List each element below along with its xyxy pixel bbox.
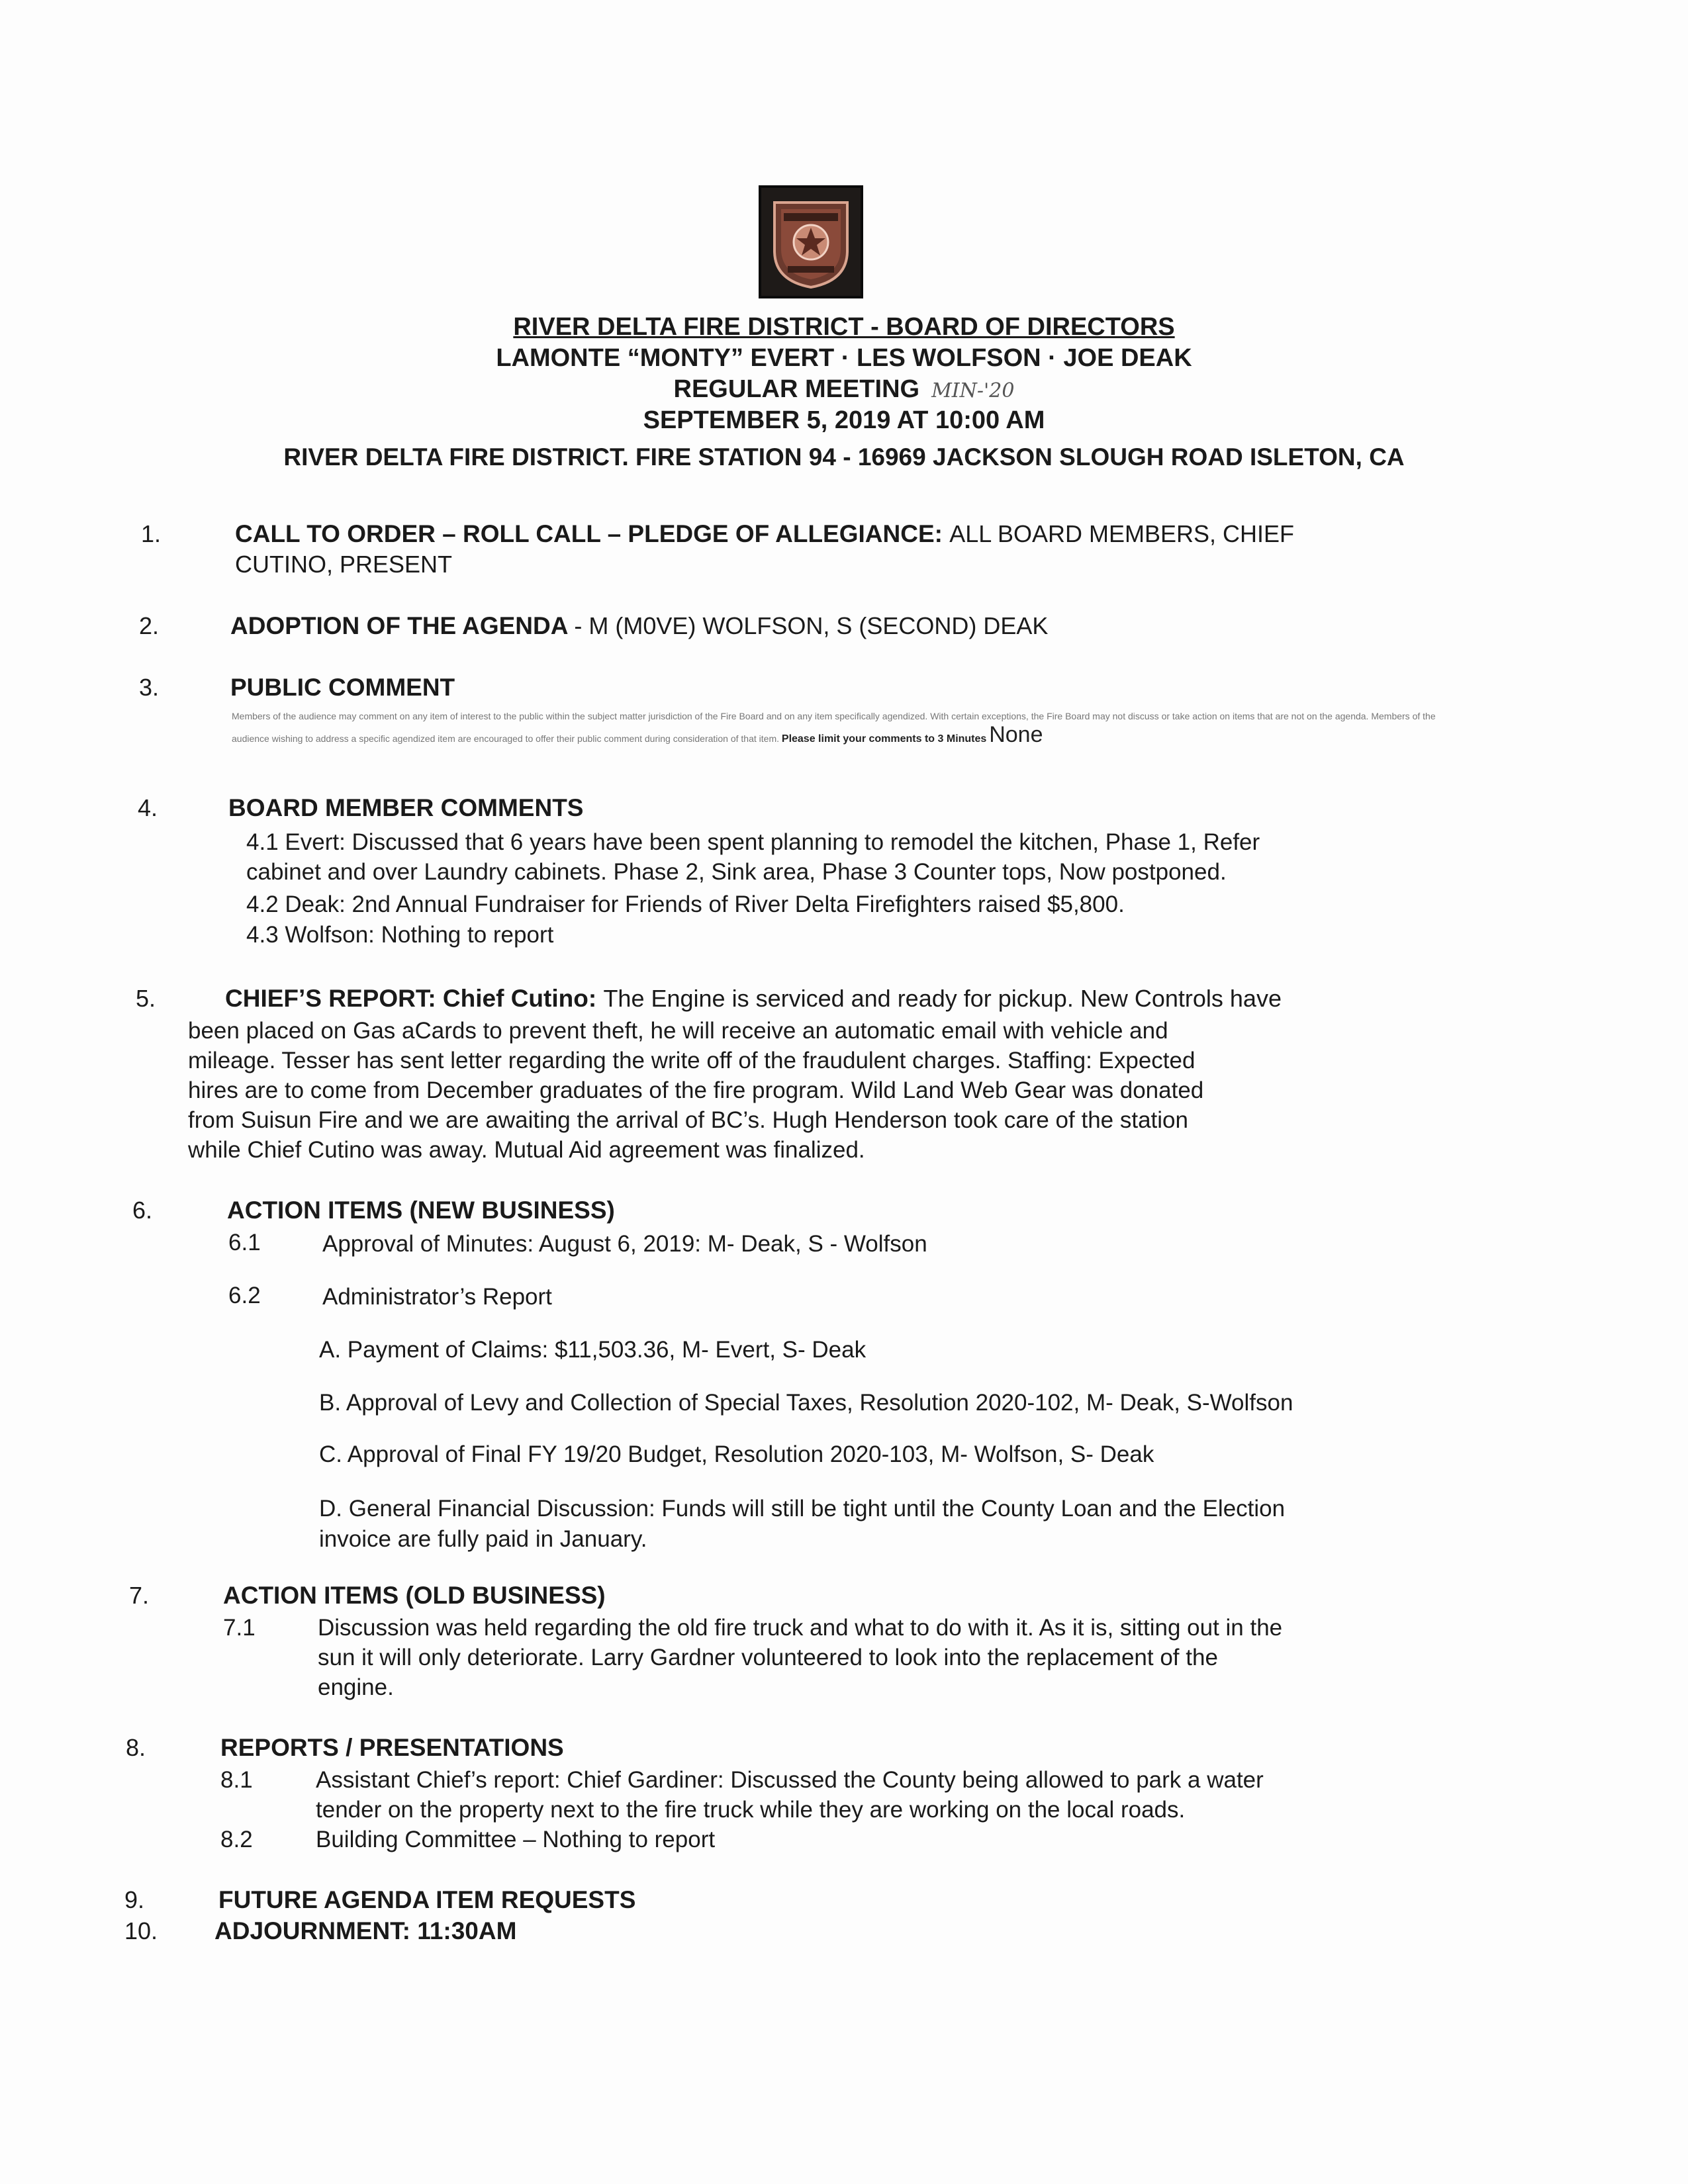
item-6-2-a: A. Payment of Claims: $11,503.36, M- Evert, S- Deak [319,1337,867,1363]
item-6-1-number: 6.1 [228,1230,261,1255]
meeting-type: REGULAR MEETING [673,375,920,403]
item-7-1-line-2: sun it will only deteriorate. Larry Gardner volunteered to look into the replacement of the [318,1645,1218,1670]
public-comment-limit: Please limit your comments to 3 Minutes [781,733,987,745]
board-members-line: LAMONTE “MONTY” EVERT · LES WOLFSON · JOE DEAK [496,344,1192,372]
item-9-title: FUTURE AGENDA ITEM REQUESTS [218,1886,636,1913]
item-1-text-cont: CUTINO, PRESENT [235,551,453,578]
item-1-text: ALL BOARD MEMBERS, CHIEF [949,520,1295,547]
item-4-title: BOARD MEMBER COMMENTS [228,794,584,821]
item-6-2-b: B. Approval of Levy and Collection of Special Taxes, Resolution 2020-102, M- Deak, S-Wolfson [319,1390,1293,1416]
item-number-6: 6. [132,1197,153,1224]
item-8-1-number: 8.1 [220,1767,253,1793]
meeting-location: RIVER DELTA FIRE DISTRICT. FIRE STATION 94 - 16969 JACKSON SLOUGH ROAD ISLETON, CA [283,443,1405,471]
item-5-line-3: mileage. Tesser has sent letter regarding the write off of the fraudulent charges. Staffing: Expected [188,1048,1196,1073]
item-number-8: 8. [126,1734,146,1761]
item-6-2-number: 6.2 [228,1283,261,1308]
item-7-title: ACTION ITEMS (OLD BUSINESS) [223,1582,606,1609]
item-8-1-line-2: tender on the property next to the fire truck while they are working on the local roads. [316,1797,1186,1823]
public-comment-notice-text: Members of the audience may comment on any item of interest to the public within the subject matter jurisdiction of the Fire Board and on any item specifically agendized. With certain exceptions, the Fire Board may not discuss or take action on items that are not on the agenda. Members of the audience wishing to address a specific agendized item are encouraged to offer their public comment during consideration of that item. [232,711,1436,744]
item-1-heading [235,520,1294,548]
item-6-2-text: Administrator’s Report [322,1284,552,1310]
item-number-9: 9. [124,1886,145,1913]
item-4-line-3: 4.2 Deak: 2nd Annual Fundraiser for Friends of River Delta Firefighters raised $5,800. [246,891,1125,917]
document-title: RIVER DELTA FIRE DISTRICT - BOARD OF DIRECTORS [513,313,1175,341]
item-number-1: 1. [141,520,162,547]
item-number-3: 3. [139,674,160,701]
fire-badge-icon [761,188,861,296]
item-2-heading [230,612,1048,640]
fire-district-logo [759,185,863,298]
item-number-2: 2. [139,612,160,639]
item-5-line-2: been placed on Gas aCards to prevent theft, he will receive an automatic email with vehicle and [188,1018,1168,1044]
item-5-heading [225,985,1282,1013]
item-5-text: The Engine is serviced and ready for pickup. New Controls have [603,985,1282,1012]
handwritten-note: MIN-'20 [931,379,1015,402]
meeting-date: SEPTEMBER 5, 2019 AT 10:00 AM [643,406,1045,434]
item-5-title: CHIEF’S REPORT: Chief Cutino: [225,985,597,1012]
item-number-4: 4. [138,794,158,821]
item-4-line-4: 4.3 Wolfson: Nothing to report [246,922,554,948]
public-comment-notice [232,707,1470,749]
item-4-line-1: 4.1 Evert: Discussed that 6 years have been spent planning to remodel the kitchen, Phase 1, Refer [246,829,1260,855]
item-10-title: ADJOURNMENT: 11:30AM [214,1917,517,1944]
item-6-1-text: Approval of Minutes: August 6, 2019: M- Deak, S - Wolfson [322,1231,927,1257]
public-comment-none: None [989,722,1043,747]
item-8-title: REPORTS / PRESENTATIONS [220,1734,564,1761]
item-7-1-number: 7.1 [223,1615,256,1641]
item-1-title: CALL TO ORDER – ROLL CALL – PLEDGE OF ALLEGIANCE: [235,520,943,547]
item-7-1-line-1: Discussion was held regarding the old fire truck and what to do with it. As it is, sitting out in the [318,1615,1283,1641]
item-6-2-d-line-2: invoice are fully paid in January. [319,1526,647,1552]
meeting-type-line [0,375,1688,404]
item-8-2-number: 8.2 [220,1827,253,1852]
item-6-2-c: C. Approval of Final FY 19/20 Budget, Resolution 2020-103, M- Wolfson, S- Deak [319,1441,1154,1467]
item-6-2-d-line-1: D. General Financial Discussion: Funds will still be tight until the County Loan and the Election [319,1496,1286,1522]
item-2-title: ADOPTION OF THE AGENDA [230,612,568,639]
item-5-line-6: while Chief Cutino was away. Mutual Aid agreement was finalized. [188,1137,865,1163]
item-5-line-4: hires are to come from December graduates of the fire program. Wild Land Web Gear was donated [188,1077,1204,1103]
item-5-line-5: from Suisun Fire and we are awaiting the arrival of BC’s. Hugh Henderson took care of the station [188,1107,1188,1133]
item-2-text: - M (M0VE) WOLFSON, S (SECOND) DEAK [574,612,1049,639]
item-8-2-text: Building Committee – Nothing to report [316,1827,716,1852]
item-number-5: 5. [136,985,156,1012]
item-7-1-line-3: engine. [318,1674,394,1700]
item-number-7: 7. [129,1582,150,1609]
item-4-line-2: cabinet and over Laundry cabinets. Phase 2, Sink area, Phase 3 Counter tops, Now postponed. [246,859,1227,885]
item-3-title: PUBLIC COMMENT [230,674,455,701]
item-8-1-line-1: Assistant Chief’s report: Chief Gardiner: Discussed the County being allowed to park a water [316,1767,1264,1793]
item-6-title: ACTION ITEMS (NEW BUSINESS) [227,1197,615,1224]
item-number-10: 10. [124,1917,158,1944]
